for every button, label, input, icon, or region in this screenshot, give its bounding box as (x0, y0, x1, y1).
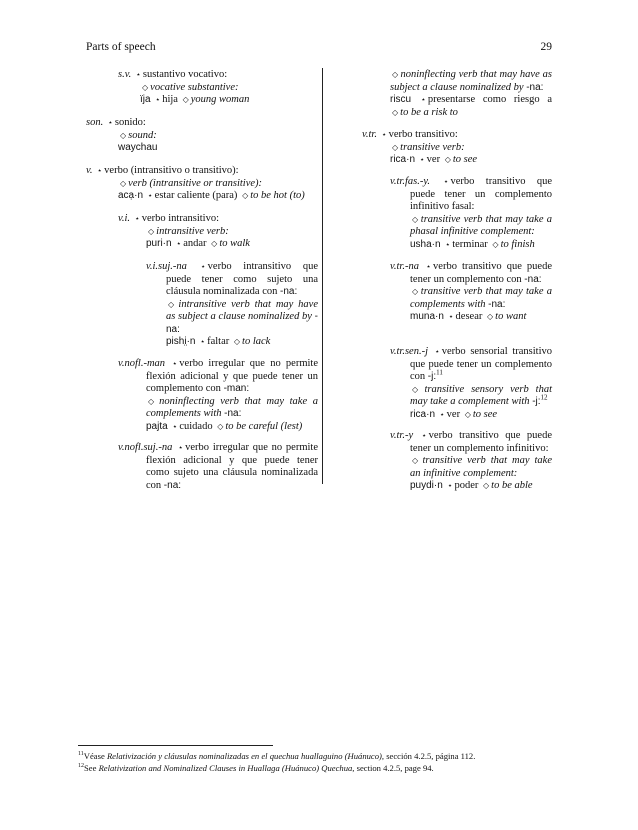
entry-label: v.i.suj.-na (146, 261, 187, 272)
example-line (146, 238, 318, 251)
diamond-icon: ◇ (217, 421, 224, 431)
example-spanish: presentarse como riesgo a (427, 94, 553, 105)
star-icon: ⋆ (155, 95, 161, 104)
entry-vtr-na (390, 261, 552, 324)
english-gloss-line (410, 384, 552, 409)
example-spanish: poder (454, 480, 479, 491)
diamond-icon: ◇ (492, 239, 499, 249)
star-icon: ⋆ (439, 409, 445, 419)
diamond-icon: ◇ (487, 312, 494, 321)
diamond-icon: ◇ (148, 396, 158, 406)
english-gloss: noninflecting verb that may take a complements with (146, 395, 318, 419)
diamond-icon: ◇ (142, 82, 149, 92)
example-word: usha·n (410, 238, 441, 250)
footnote-text: Véase (83, 751, 107, 761)
running-header-title: Parts of speech (86, 41, 156, 53)
example-line (140, 94, 318, 107)
star-icon: ⋆ (434, 347, 440, 356)
footnote-rule (78, 745, 273, 746)
entry-vtr-y (390, 430, 552, 493)
example-english: to see (472, 408, 498, 420)
english-affix: -j: (532, 396, 541, 407)
example-spanish: ver (426, 154, 441, 165)
example-line (410, 409, 552, 422)
star-icon: ⋆ (426, 262, 432, 271)
spanish-gloss: verbo irregular que no permite flexión adicional y que puede tener un complemento con (146, 358, 318, 394)
spanish-gloss: verbo transitivo que puede tener un complemento con (410, 261, 552, 285)
footnote-text: , sección 4.2.5, página 112. (381, 751, 476, 761)
star-icon: ⋆ (448, 312, 454, 321)
spanish-gloss: verbo (intransitivo o transitivo): (104, 165, 239, 176)
entry-label: v.tr.fas.-y. (390, 176, 431, 187)
example-line (410, 480, 552, 493)
spanish-affix: -na: (524, 273, 542, 285)
english-gloss-line (118, 178, 318, 191)
entry-vtr (362, 129, 552, 167)
english-gloss: intransitive verb that may have as subject a clause nominalized by (166, 298, 319, 322)
example-spanish: andar (183, 238, 207, 249)
english-gloss: intransitive verb: (156, 225, 229, 237)
english-affix: -na: (488, 298, 506, 310)
spanish-gloss: verbo transitivo: (388, 129, 458, 140)
diamond-icon: ◇ (148, 226, 155, 236)
example-spanish: desear (455, 311, 483, 322)
english-gloss: noninflecting verb that may have as subject a clause nominalized by (390, 69, 552, 93)
spanish-gloss: verbo transitivo que puede tener un complemento infinitivo: (410, 430, 552, 454)
spanish-gloss: sonido: (114, 117, 146, 128)
footnote-number: 11 (78, 751, 84, 758)
example-line (410, 239, 552, 252)
star-icon: ⋆ (445, 239, 451, 249)
diamond-icon: ◇ (444, 155, 451, 164)
english-gloss-line (118, 130, 318, 143)
diamond-icon: ◇ (392, 107, 399, 117)
english-gloss-line (166, 299, 318, 337)
example-word: rica·n (390, 154, 416, 165)
star-icon: ⋆ (178, 443, 184, 452)
english-gloss: sound: (128, 129, 157, 141)
english-affix: -na: (526, 81, 544, 93)
example-line (118, 142, 318, 155)
diamond-icon: ◇ (120, 178, 127, 188)
example-line (118, 190, 318, 203)
footnote-title: Relativization and Nominalized Clauses in Huallaga (Huánuco) Quechua (98, 763, 353, 773)
entry-v (86, 165, 318, 203)
english-gloss: vocative substantive: (150, 81, 239, 93)
footnote-number: 12 (78, 763, 84, 770)
entry-label: v.tr.sen.-j (390, 346, 429, 357)
diamond-icon: ◇ (464, 409, 471, 419)
entry-label: v.tr.-na (390, 261, 419, 272)
example-english: to be hot (to) (250, 190, 305, 201)
entry-v-nofl-suj-na-continued (390, 69, 552, 119)
entry-vtr-sen-j (390, 346, 552, 421)
example-english: to want (495, 311, 527, 322)
star-icon: ⋆ (381, 130, 387, 139)
english-gloss: transitive sensory verb that may take a complement with (410, 383, 553, 407)
example-line (166, 336, 318, 349)
example-line (410, 311, 552, 324)
english-affix: -na: (166, 311, 318, 335)
example-english: to be able (491, 480, 533, 491)
example-english: to walk (219, 238, 250, 249)
entry-label: v.tr.-y (390, 430, 414, 441)
english-gloss-line (146, 226, 318, 239)
english-gloss: verb (intransitive or transitive): (128, 177, 263, 189)
star-icon: ⋆ (443, 177, 449, 186)
example-spanish: terminar (452, 238, 488, 250)
diamond-icon: ◇ (483, 481, 490, 490)
star-icon: ⋆ (135, 70, 141, 79)
example-word: waychau (118, 142, 158, 153)
entry-v-nofl-suj-na (118, 442, 318, 492)
footnote-text: See (84, 763, 99, 773)
entry-label: v.nofl.-man (118, 358, 166, 369)
diamond-icon: ◇ (392, 142, 399, 152)
diamond-icon: ◇ (182, 95, 189, 104)
footnote-ref: 12 (540, 393, 548, 402)
example-english: to be careful (lest) (225, 420, 303, 432)
diamond-icon: ◇ (392, 70, 399, 79)
diamond-icon: ◇ (233, 337, 241, 346)
english-gloss: transitive verb that may take a complements with (410, 286, 552, 310)
english-affix: -na: (224, 408, 242, 419)
star-icon: ⋆ (172, 421, 178, 431)
example-spanish: faltar (207, 336, 230, 347)
entry-vtr-fas-y (390, 176, 552, 251)
diamond-icon: ◇ (242, 191, 249, 200)
entry-son (86, 117, 318, 155)
entry-label: v.i. (118, 213, 131, 224)
example-spanish: estar caliente (para) (154, 190, 238, 201)
star-icon: ⋆ (134, 214, 140, 223)
spanish-affix: -man: (223, 383, 250, 394)
example-spanish: cuidado (179, 420, 213, 432)
english-gloss-line (140, 82, 318, 95)
example-english: young woman (190, 94, 250, 105)
diamond-icon: ◇ (412, 287, 419, 296)
english-gloss: transitive verb that may take a phasal infinitive complement: (410, 213, 552, 237)
example-word: acạ·n (118, 190, 144, 201)
star-icon: ⋆ (421, 431, 427, 440)
spanish-affix: -na: (280, 286, 298, 297)
diamond-icon: ◇ (412, 214, 419, 224)
star-icon: ⋆ (419, 155, 425, 164)
star-icon: ⋆ (176, 239, 182, 248)
entry-label: v.tr. (362, 129, 377, 140)
english-gloss-line (410, 286, 552, 311)
example-english: to finish (500, 238, 535, 250)
english-gloss: transitive verb that may take an infinitive complement: (410, 455, 552, 479)
star-icon: ⋆ (200, 262, 206, 271)
spanish-gloss: verbo irregular que no permite flexión adicional y que puede tener como sujeto una cláusula nominalizada con (146, 442, 318, 491)
english-gloss-line (390, 69, 552, 94)
english-gloss-line (410, 214, 552, 239)
column-divider (322, 68, 323, 484)
spanish-gloss: verbo intransitivo: (141, 213, 219, 224)
footnote-11 (78, 751, 475, 762)
spanish-gloss: verbo intransitivo que puede tener como sujeto una cláusula nominalizada con (166, 261, 318, 297)
entry-vi (118, 213, 318, 251)
example-english: to see (452, 154, 478, 165)
footnote-ref: 11 (436, 368, 443, 377)
spanish-affix: -j: (427, 371, 437, 382)
diamond-icon: ◇ (120, 130, 127, 140)
example-spanish: ver (446, 408, 461, 420)
star-icon: ⋆ (200, 337, 206, 346)
english-gloss: transitive verb: (400, 141, 465, 153)
star-icon: ⋆ (97, 166, 103, 175)
example-word: ïja (140, 94, 151, 105)
example-line (390, 154, 552, 167)
example-line (146, 421, 318, 434)
footnote-12 (78, 763, 434, 774)
spanish-gloss: sustantivo vocativo: (142, 69, 228, 80)
diamond-icon: ◇ (211, 239, 218, 248)
spanish-affix: -na: (163, 479, 182, 491)
star-icon: ⋆ (172, 359, 178, 368)
english-gloss-line (410, 455, 552, 480)
entry-sv (118, 69, 318, 107)
entry-label: son. (86, 117, 104, 128)
example-word: puri·n (146, 238, 172, 249)
star-icon: ⋆ (147, 191, 153, 200)
example-english: to be a risk to (400, 106, 458, 118)
diamond-icon: ◇ (412, 384, 423, 394)
example-word: pishi̤·n (166, 336, 196, 347)
page-number: 29 (540, 41, 552, 53)
entry-label: v. (86, 165, 93, 176)
english-gloss-line (146, 396, 318, 421)
example-english: to lack (242, 336, 271, 347)
footnote-text: , section 4.2.5, page 94. (352, 763, 434, 773)
diamond-icon: ◇ (412, 456, 421, 465)
footnote-title: Relativización y cláusulas nominalizadas en el quechua huallaguino (Huánuco) (106, 751, 382, 761)
star-icon: ⋆ (420, 95, 426, 104)
entry-label: v.nofl.suj.-na (118, 442, 173, 453)
diamond-icon: ◇ (168, 299, 177, 309)
entry-vi-suj-na (146, 261, 318, 349)
example-spanish: hija (162, 94, 178, 105)
english-gloss-line (390, 142, 552, 155)
example-line (390, 94, 552, 119)
entry-v-nofl-man (118, 358, 318, 433)
example-word: muna·n (410, 311, 444, 322)
spanish-gloss: verbo sensorial transitivo que puede tener un complemento con (410, 346, 552, 382)
star-icon: ⋆ (447, 481, 453, 490)
entry-label: s.v. (118, 69, 132, 80)
example-word: pajta (146, 420, 168, 432)
example-word: rica·n (410, 408, 436, 420)
example-word: puydi·n (410, 480, 443, 491)
spanish-gloss: verbo transitivo que puede tener un complemento infinitivo fasal: (410, 176, 553, 212)
star-icon: ⋆ (107, 118, 113, 127)
example-word: riscu (390, 94, 412, 105)
